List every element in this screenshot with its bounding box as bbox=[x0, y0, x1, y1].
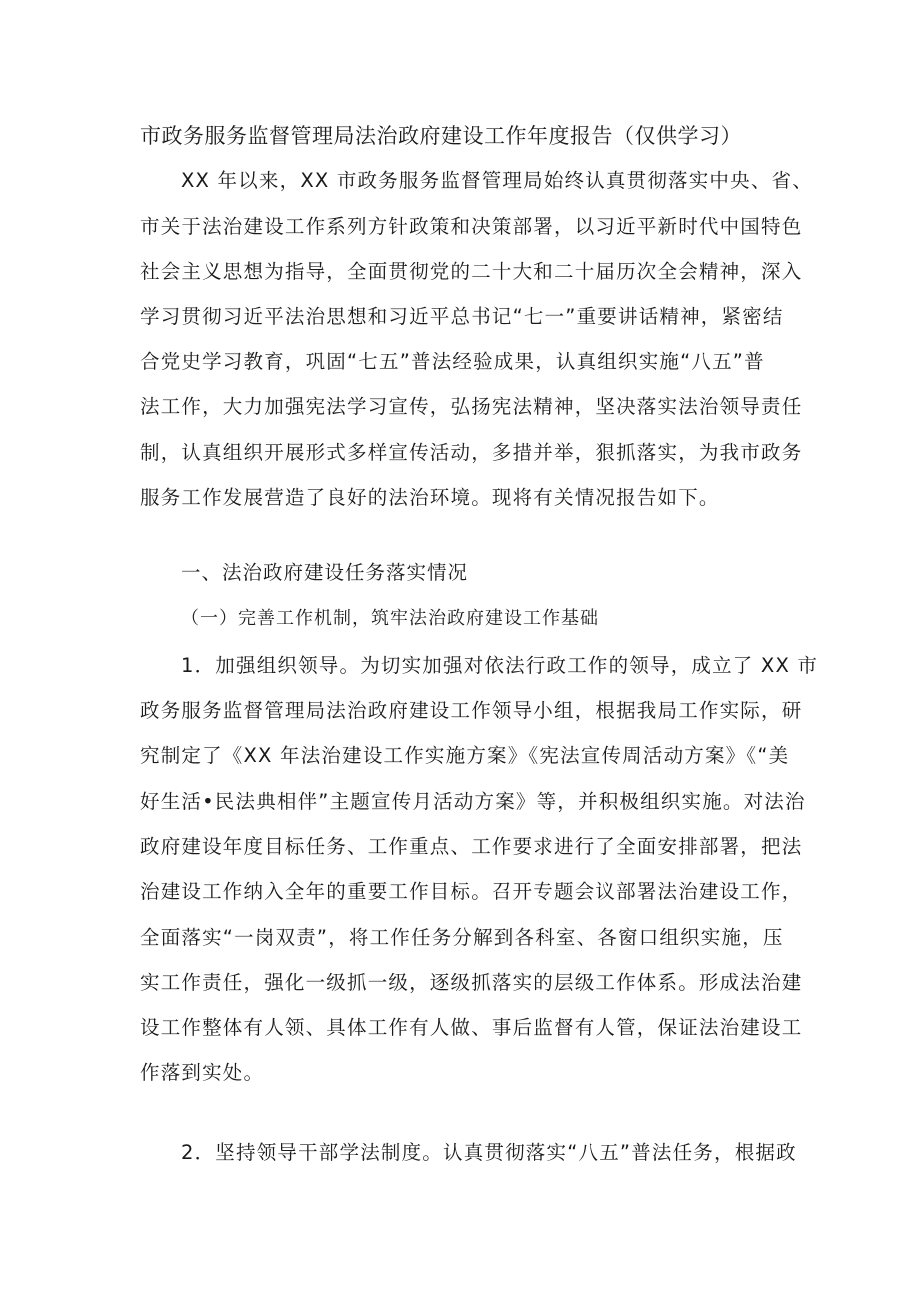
intro-line: 社会主义思想为指导，全面贯彻党的二十大和二十届历次全会精神，深入 bbox=[140, 260, 803, 283]
item1-line: 政府建设年度目标任务、工作重点、工作要求进行了全面安排部署，把法 bbox=[140, 835, 803, 858]
intro-line: 服务工作发展营造了良好的法治环境。现将有关情况报告如下。 bbox=[140, 486, 720, 509]
intro-line: XX 年以来，XX 市政务服务监督管理局始终认真贯彻落实中央、省、 bbox=[181, 169, 813, 192]
item1-line: 治建设工作纳入全年的重要工作目标。召开专题会议部署法治建设工作， bbox=[140, 880, 803, 903]
item1-line: 设工作整体有人领、具体工作有人做、事后监督有人管，保证法治建设工 bbox=[140, 1016, 803, 1039]
intro-line: 学习贯彻习近平法治思想和习近平总书记“七一”重要讲话精神，紧密结 bbox=[140, 305, 784, 328]
item1-line: 全面落实“一岗双责”，将工作任务分解到各科室、各窗口组织实施，压 bbox=[140, 926, 784, 949]
item1-line: 作落到实处。 bbox=[140, 1061, 265, 1084]
intro-line: 法工作，大力加强宪法学习宣传，弘扬宪法精神，坚决落实法治领导责任 bbox=[140, 395, 803, 418]
item1-line: 政务服务监督管理局法治政府建设工作领导小组，根据我局工作实际，研 bbox=[140, 699, 803, 722]
document-title: 市政务服务监督管理局法治政府建设工作年度报告（仅供学习） bbox=[140, 124, 742, 148]
item1-line: 实工作责任，强化一级抓一级，逐级抓落实的层级工作体系。形成法治建 bbox=[140, 971, 803, 994]
item1-line: 好生活•民法典相伴”主题宣传月活动方案》等，并积极组织实施。对法治 bbox=[140, 790, 806, 813]
item1-line: 究制定了《XX 年法治建设工作实施方案》《宪法宣传周活动方案》《“美 bbox=[140, 744, 790, 767]
item2-line: 2．坚持领导干部学法制度。认真贯彻落实“八五”普法任务，根据政 bbox=[181, 1141, 797, 1164]
intro-line: 市关于法治建设工作系列方针政策和决策部署，以习近平新时代中国特色 bbox=[140, 215, 803, 238]
section-heading: 一、法治政府建设任务落实情况 bbox=[181, 561, 469, 584]
intro-line: 合党史学习教育，巩固“七五”普法经验成果，认真组织实施“八五”普 bbox=[140, 350, 765, 373]
item1-line: 1．加强组织领导。为切实加强对依法行政工作的领导，成立了 XX 市 bbox=[181, 654, 819, 677]
subsection-heading: （一）完善工作机制，筑牢法治政府建设工作基础 bbox=[181, 608, 599, 629]
intro-line: 制，认真组织开展形式多样宣传活动，多措并举，狠抓落实，为我市政务 bbox=[140, 441, 803, 464]
